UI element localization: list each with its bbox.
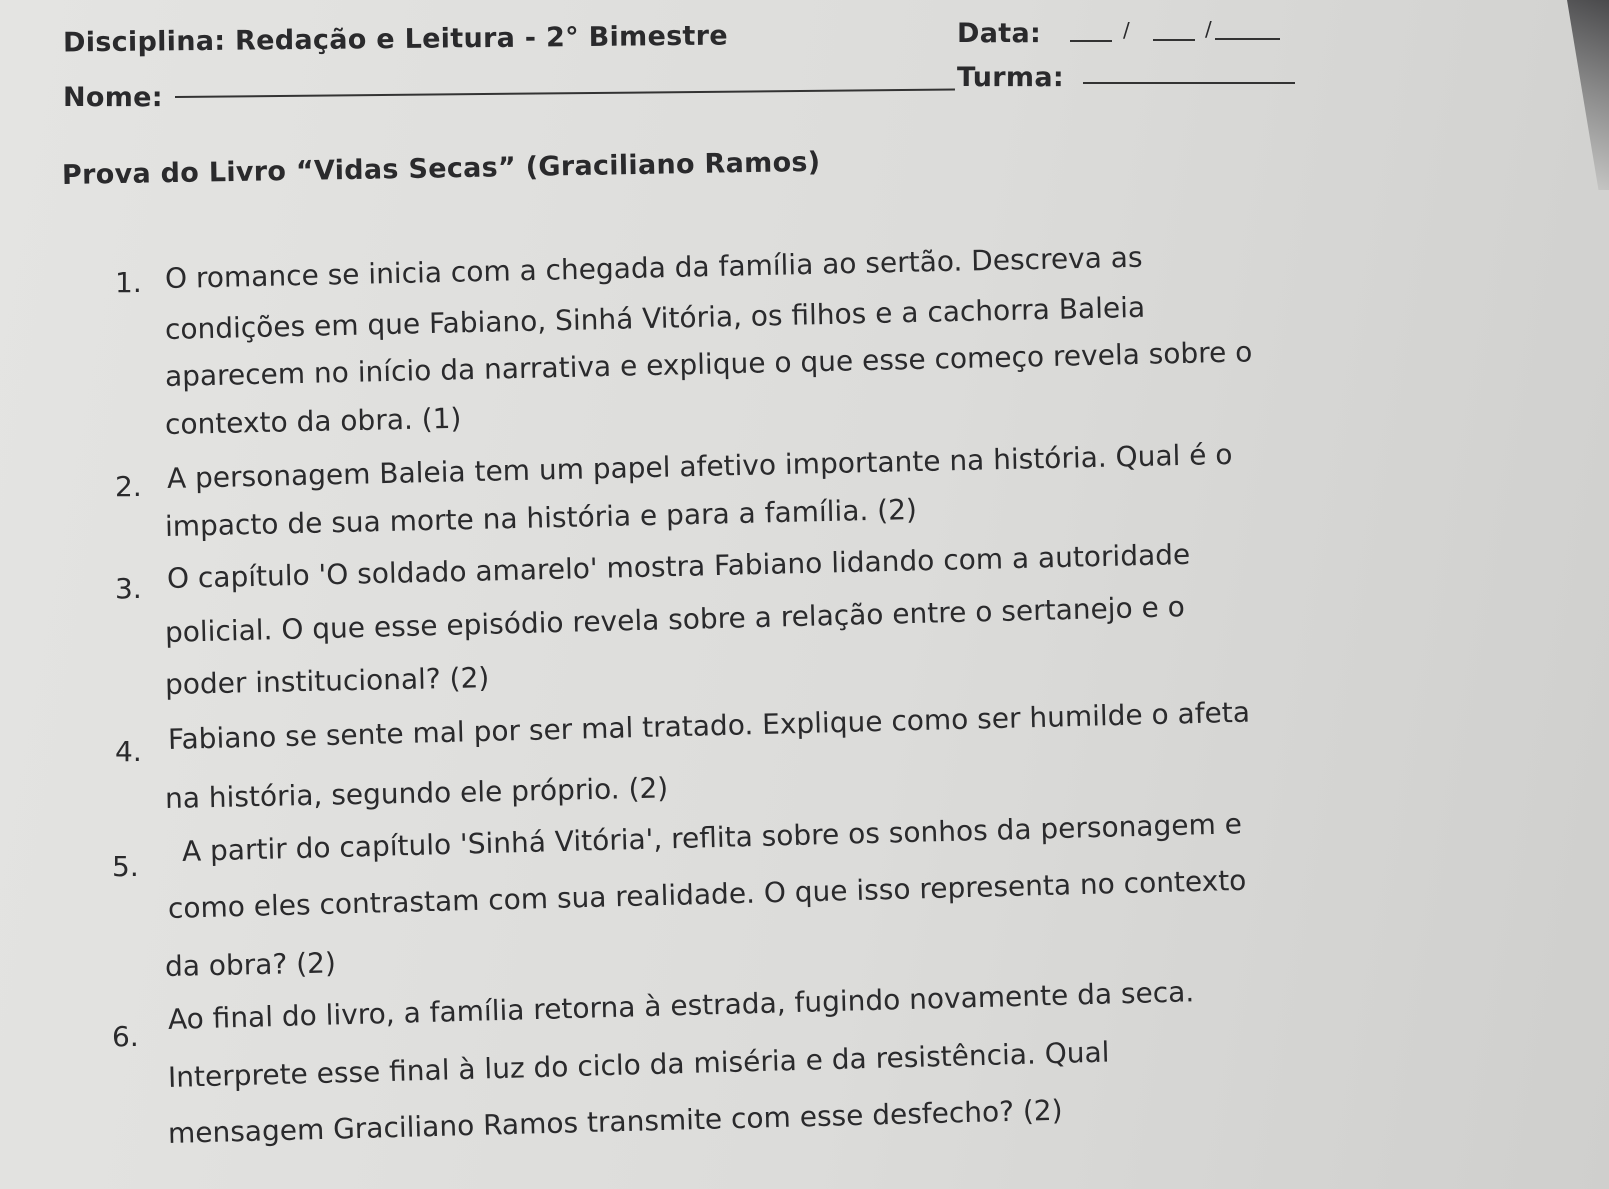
question-1-number: 1. xyxy=(115,266,142,299)
question-5-line-2: como eles contrastam com sua realidade. O que isso representa no contexto xyxy=(167,863,1247,925)
question-2-number: 2. xyxy=(115,470,142,503)
question-6-line-2: Interprete esse final à luz do ciclo da miséria e da resistência. Qual xyxy=(167,1035,1110,1094)
question-2-line-1: A personagem Baleia tem um papel afetivo importante na história. Qual é o xyxy=(166,437,1233,495)
class-label: Turma: xyxy=(957,62,1064,93)
question-3-line-1: O capítulo 'O soldado amarelo' mostra Fabiano lidando com a autoridade xyxy=(166,537,1191,595)
question-3-number: 3. xyxy=(115,572,142,605)
date-slash-2: / xyxy=(1205,17,1212,41)
question-4-number: 4. xyxy=(115,735,142,768)
question-1-line-3: aparecem no início da narrativa e explique o que esse começo revela sobre o xyxy=(164,335,1253,393)
question-1-line-1: O romance se inicia com a chegada da família ao sertão. Descreva as xyxy=(164,240,1143,295)
question-5-line-3: da obra? (2) xyxy=(164,946,337,983)
date-month-blank[interactable] xyxy=(1153,39,1195,41)
question-5-line-1: A partir do capítulo 'Sinhá Vitória', reflita sobre os sonhos da personagem e xyxy=(181,807,1243,868)
question-6-line-1: Ao final do livro, a família retorna à estrada, fugindo novamente da seca. xyxy=(167,975,1195,1036)
subject-label: Disciplina: Redação e Leitura - 2° Bimestre xyxy=(62,20,729,59)
date-year-blank[interactable] xyxy=(1215,38,1280,40)
date-day-blank[interactable] xyxy=(1070,40,1112,42)
question-5-number: 5. xyxy=(112,850,139,883)
question-6-line-3: mensagem Graciliano Ramos transmite com esse desfecho? (2) xyxy=(167,1093,1063,1150)
question-6-number: 6. xyxy=(112,1020,139,1053)
date-label: Data: xyxy=(957,18,1042,49)
name-label: Nome: xyxy=(63,82,163,113)
question-4-line-2: na história, segundo ele próprio. (2) xyxy=(164,771,669,815)
question-2-line-2: impacto de sua morte na história e para a família. (2) xyxy=(164,492,918,543)
question-3-line-3: poder institucional? (2) xyxy=(164,661,490,701)
page-shadow-corner xyxy=(1539,0,1609,190)
question-1-line-2: condições em que Fabiano, Sinhá Vitória, os filhos e a cachorra Baleia xyxy=(164,290,1146,346)
question-4-line-1: Fabiano se sente mal por ser mal tratado. Explique como ser humilde o afeta xyxy=(167,695,1251,756)
question-1-line-4: contexto da obra. (1) xyxy=(164,401,462,441)
exam-title: Prova do Livro “Vidas Secas” (Graciliano Ramos) xyxy=(61,146,821,191)
name-blank[interactable] xyxy=(175,89,955,98)
date-slash-1: / xyxy=(1123,18,1130,42)
question-3-line-2: policial. O que esse episódio revela sobre a relação entre o sertanejo e o xyxy=(164,590,1186,649)
class-blank[interactable] xyxy=(1083,82,1295,84)
